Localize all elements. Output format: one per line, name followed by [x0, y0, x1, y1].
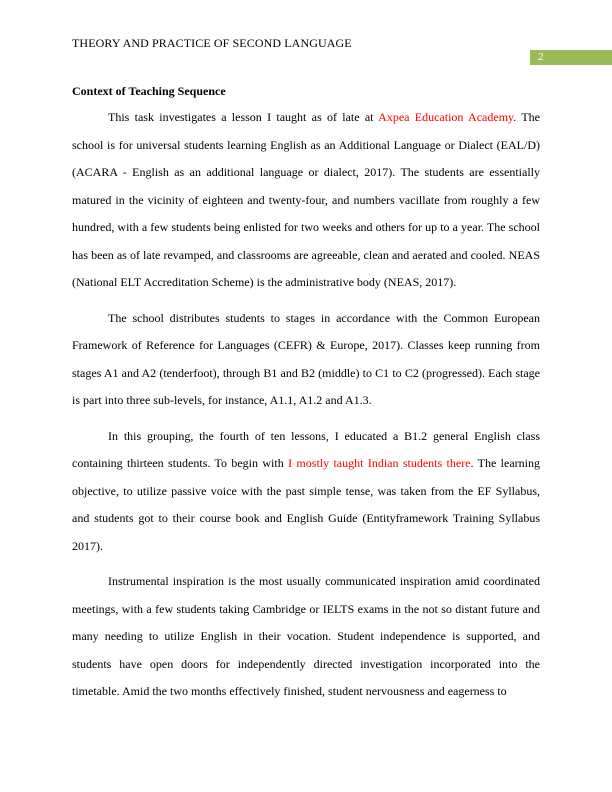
highlighted-text: Axpea Education Academy — [378, 110, 514, 124]
section-heading: Context of Teaching Sequence — [72, 84, 226, 98]
highlighted-text: I mostly taught Indian students there — [288, 456, 471, 470]
page-number: 2 — [530, 50, 612, 65]
paragraph-text: This task investigates a lesson I taught as of late at — [108, 110, 379, 124]
paragraph-text: . The learning objective, to utilize passive voice with the past simple tense, was taken from the EF Syllabus, and students got to their course book and English Guide (Entityframework Training Syllabus 2017). — [72, 456, 540, 553]
paragraph-text: In this grouping, the fourth of ten lessons, I educated a B1.2 general English class containing thirteen students. To begin with — [72, 428, 540, 470]
paragraph-3 — [72, 423, 540, 561]
paragraph-text: . The school is for universal students learning English as an Additional Language or Dialect (EAL/D) (ACARA - English as an additional language or dialect, 2017). The students are essentially matured in the vicinity of eighteen and twenty-four, and numbers vacillate from roughly a few hundred, with a few students being enlisted for two weeks and others for up to a year. The school has been as of late revamped, and classrooms are agreeable, clean and aerated and cooled. NEAS (National ELT Accreditation Scheme) is the administrative body (NEAS, 2017). — [72, 110, 540, 289]
running-head: THEORY AND PRACTICE OF SECOND LANGUAGE — [72, 36, 352, 50]
paragraph-4: Instrumental inspiration is the most usually communicated inspiration amid coordinated meetings, with a few students taking Cambridge or IELTS exams in the not so distant future and many needing to utilize English in their vocation. Student independence is supported, and students have open doors for independently directed investigation incorporated into the timetable. Amid the two months effectively finished, student nervousness and eagerness to — [72, 574, 540, 698]
paragraph-1 — [72, 104, 540, 297]
paragraph-2: The school distributes students to stages in accordance with the Common European Framework of Reference for Languages (CEFR) & Europe, 2017). Classes keep running from stages A1 and A2 (tenderfoot), through B1 and B2 (middle) to C1 to C2 (progressed). Each stage is part into three sub-levels, for instance, A1.1, A1.2 and A1.3. — [72, 310, 540, 407]
document-body — [72, 82, 540, 714]
